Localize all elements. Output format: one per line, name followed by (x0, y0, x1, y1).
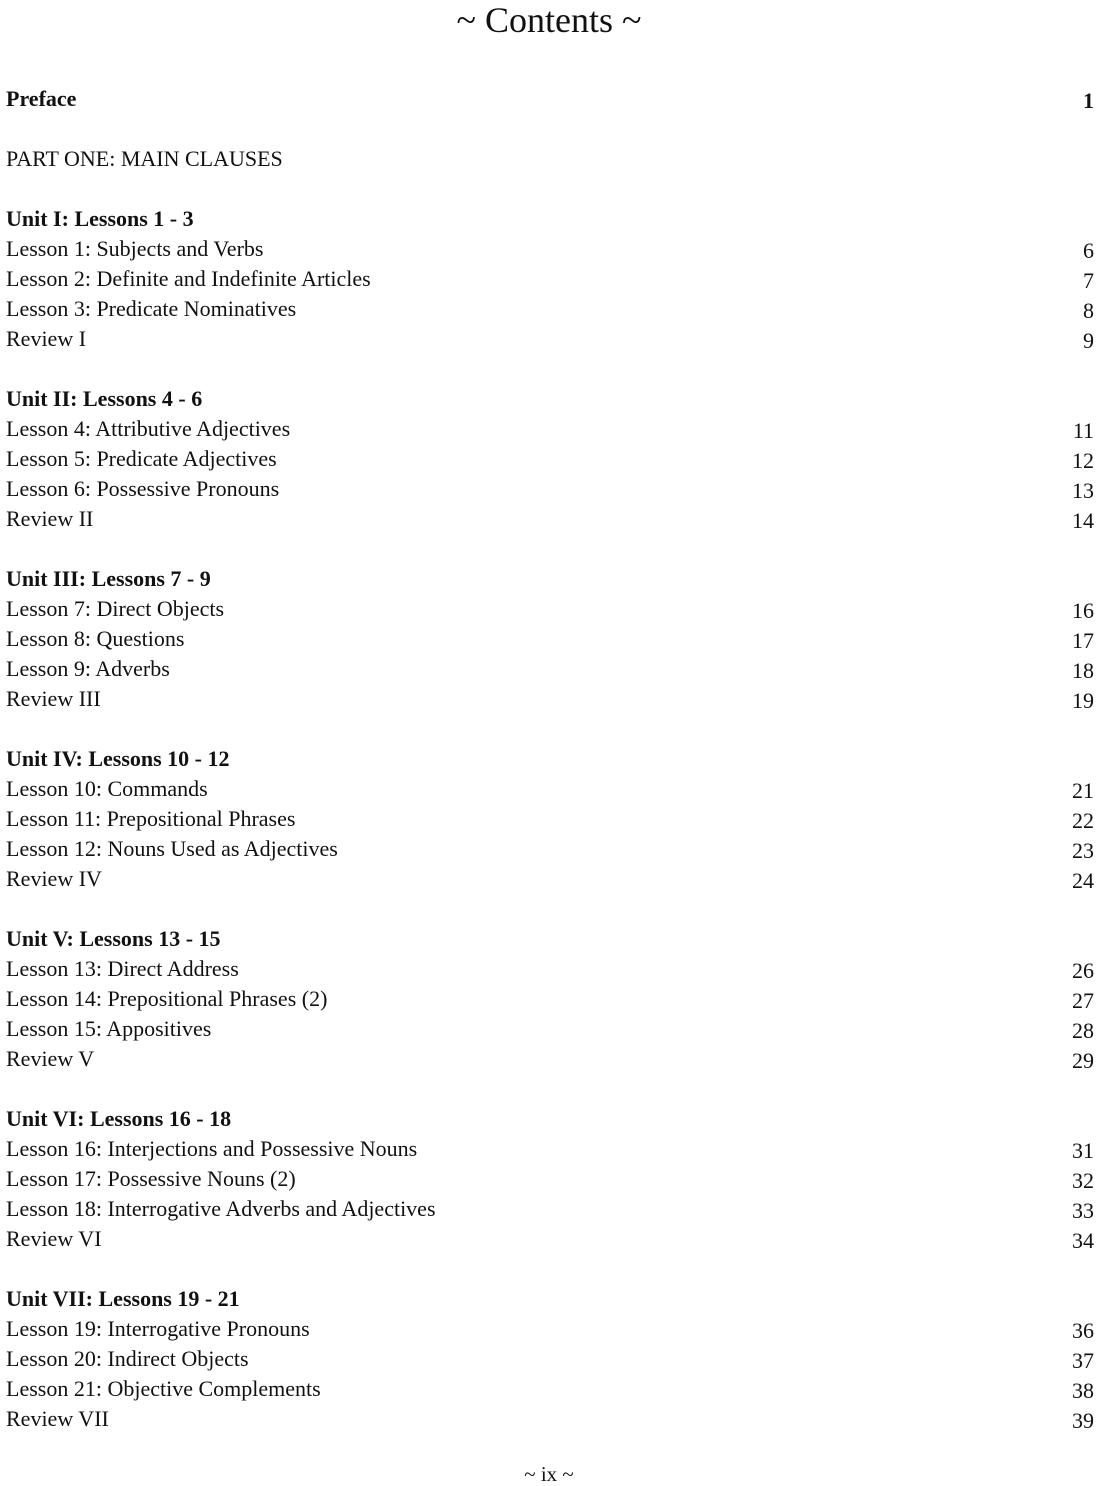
toc-page-number: 39 (1072, 1408, 1094, 1433)
toc-page-number: 16 (1072, 598, 1094, 623)
toc-entry[interactable] (6, 414, 1094, 444)
toc-entry[interactable] (6, 1314, 1094, 1344)
toc-entry[interactable] (6, 1014, 1094, 1044)
toc-entry[interactable] (6, 1344, 1094, 1374)
toc-page-number: 1 (1083, 88, 1094, 113)
toc-entry-label: Lesson 2: Definite and Indefinite Articles (6, 266, 371, 291)
toc-entry[interactable] (6, 324, 1094, 354)
unit-heading: Unit II: Lessons 4 - 6 (6, 386, 203, 411)
toc-page-number: 8 (1083, 298, 1094, 323)
toc-entry-label: Review III (6, 686, 101, 711)
toc-entry[interactable] (6, 834, 1094, 864)
toc-entry-label: Preface (6, 86, 77, 111)
toc-entry-label: Lesson 16: Interjections and Possessive Nouns (6, 1136, 418, 1161)
toc-page-number: 13 (1072, 478, 1094, 503)
page-title: ~ Contents ~ (456, 0, 642, 40)
toc-page-number: 18 (1072, 658, 1094, 683)
toc-entry-label: Lesson 5: Predicate Adjectives (6, 446, 277, 471)
toc-entry[interactable] (6, 1194, 1094, 1224)
toc-page-number: 26 (1072, 958, 1094, 983)
toc-entry[interactable] (6, 1164, 1094, 1194)
toc-page-number: 24 (1072, 868, 1094, 893)
toc-page-number: 28 (1072, 1018, 1094, 1043)
toc-page-number: 14 (1072, 508, 1094, 533)
toc-page-number: 9 (1083, 328, 1094, 353)
unit-heading: Unit III: Lessons 7 - 9 (6, 566, 211, 591)
toc-entry-label: Lesson 14: Prepositional Phrases (2) (6, 986, 328, 1011)
toc-entry[interactable] (6, 804, 1094, 834)
toc-entry-label: Lesson 21: Objective Complements (6, 1376, 321, 1401)
toc-page-number: 31 (1072, 1138, 1094, 1163)
toc-entry[interactable] (6, 474, 1094, 504)
toc-entry-label: Lesson 15: Appositives (6, 1016, 212, 1041)
unit-section (6, 204, 1094, 384)
unit-section (6, 564, 1094, 744)
toc-page-number: 19 (1072, 688, 1094, 713)
toc-entry[interactable] (6, 684, 1094, 714)
toc-entry-label: Lesson 13: Direct Address (6, 956, 239, 981)
unit-section (6, 384, 1094, 564)
toc-page-number: 34 (1072, 1228, 1094, 1253)
toc-page-number: 29 (1072, 1048, 1094, 1073)
toc-entry-label: Review VII (6, 1406, 109, 1431)
toc-entry[interactable] (6, 954, 1094, 984)
toc-page-number: 21 (1072, 778, 1094, 803)
unit-heading: Unit I: Lessons 1 - 3 (6, 206, 194, 231)
toc-entry[interactable] (6, 594, 1094, 624)
toc-entry[interactable] (6, 1374, 1094, 1404)
toc-entry[interactable] (6, 264, 1094, 294)
toc-page-number: 37 (1072, 1348, 1094, 1373)
toc-entry-label: Lesson 6: Possessive Pronouns (6, 476, 280, 501)
toc-entry[interactable] (6, 1404, 1094, 1434)
toc-entry-label: Lesson 4: Attributive Adjectives (6, 416, 291, 441)
toc-entry[interactable] (6, 654, 1094, 684)
unit-heading: Unit V: Lessons 13 - 15 (6, 926, 221, 951)
toc-entry-label: Lesson 12: Nouns Used as Adjectives (6, 836, 338, 861)
toc-entry[interactable] (6, 1134, 1094, 1164)
toc-page-number: 22 (1072, 808, 1094, 833)
part-heading: PART ONE: MAIN CLAUSES (6, 146, 283, 171)
unit-section (6, 1104, 1094, 1284)
unit-list (6, 204, 1094, 1434)
toc-entry[interactable] (6, 624, 1094, 654)
toc-entry[interactable] (6, 234, 1094, 264)
toc-entry-label: Lesson 10: Commands (6, 776, 208, 801)
page-number-footer: ~ ix ~ (524, 1462, 574, 1486)
unit-section (6, 1284, 1094, 1434)
toc-entry-label: Lesson 1: Subjects and Verbs (6, 236, 264, 261)
unit-heading: Unit VII: Lessons 19 - 21 (6, 1286, 240, 1311)
toc-entry[interactable] (6, 1224, 1094, 1254)
toc-page-number: 17 (1072, 628, 1094, 653)
unit-heading: Unit VI: Lessons 16 - 18 (6, 1106, 232, 1131)
toc-page-number: 38 (1072, 1378, 1094, 1403)
toc-entry-label: Lesson 20: Indirect Objects (6, 1346, 249, 1371)
unit-section (6, 744, 1094, 924)
toc-entry[interactable] (6, 984, 1094, 1014)
toc-entry-label: Lesson 11: Prepositional Phrases (6, 806, 296, 831)
toc-entry-label: Lesson 19: Interrogative Pronouns (6, 1316, 310, 1341)
toc-page-number: 12 (1072, 448, 1094, 473)
toc-entry-label: Lesson 18: Interrogative Adverbs and Adjectives (6, 1196, 436, 1221)
table-of-contents (6, 84, 1094, 1434)
toc-entry[interactable] (6, 504, 1094, 534)
toc-page-number: 11 (1072, 418, 1094, 443)
toc-entry-label: Lesson 7: Direct Objects (6, 596, 225, 621)
toc-entry-label: Review IV (6, 866, 102, 891)
toc-entry-label: Lesson 8: Questions (6, 626, 185, 651)
toc-entry[interactable] (6, 444, 1094, 474)
toc-entry-preface[interactable] (6, 84, 1094, 114)
toc-entry-label: Review VI (6, 1226, 102, 1251)
toc-page-number: 36 (1072, 1318, 1094, 1343)
toc-entry-label: Lesson 3: Predicate Nominatives (6, 296, 297, 321)
toc-entry-label: Lesson 9: Adverbs (6, 656, 170, 681)
toc-page-number: 32 (1072, 1168, 1094, 1193)
toc-entry-label: Review II (6, 506, 94, 531)
toc-page-number: 7 (1083, 268, 1094, 293)
toc-page-number: 33 (1072, 1198, 1094, 1223)
toc-entry-label: Review V (6, 1046, 95, 1071)
toc-entry[interactable] (6, 1044, 1094, 1074)
toc-entry[interactable] (6, 774, 1094, 804)
toc-entry[interactable] (6, 294, 1094, 324)
toc-page-number: 6 (1083, 238, 1094, 263)
toc-entry-label: Review I (6, 326, 87, 351)
unit-heading: Unit IV: Lessons 10 - 12 (6, 746, 230, 771)
toc-page-number: 27 (1072, 988, 1094, 1013)
toc-entry[interactable] (6, 864, 1094, 894)
toc-page-number: 23 (1072, 838, 1094, 863)
unit-section (6, 924, 1094, 1104)
toc-entry-label: Lesson 17: Possessive Nouns (2) (6, 1166, 296, 1191)
